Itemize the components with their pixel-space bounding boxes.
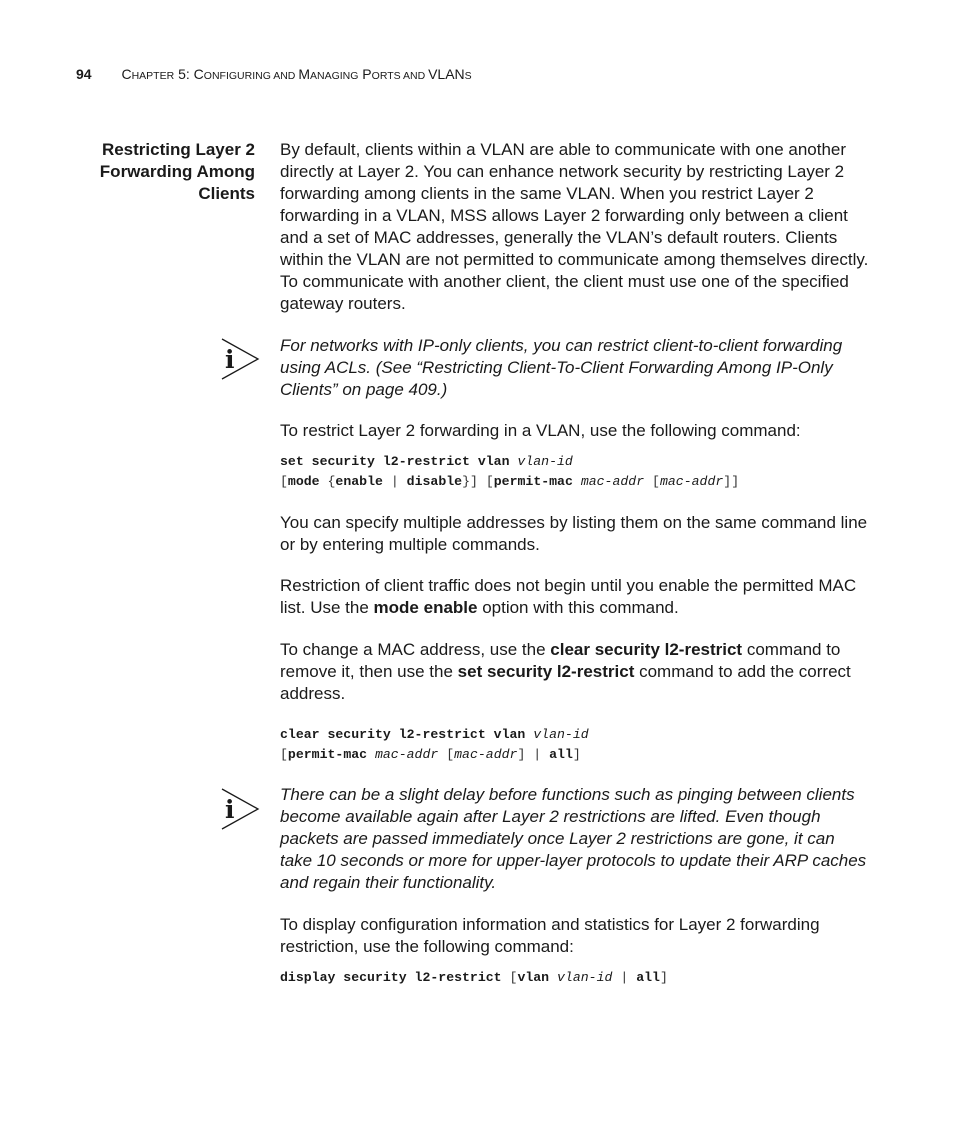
info-icon — [220, 338, 260, 380]
svg-text:i: i — [225, 345, 235, 374]
mode-enable-paragraph: Restriction of client traffic does not begin until you enable the permitted MAC list. Use the mode enable option with this command. — [280, 576, 857, 617]
command-line: [permit-mac mac-addr [mac-addr] | all] — [280, 747, 581, 762]
display-paragraph: To display configuration information and statistics for Layer 2 forwarding restriction, use the following command: — [280, 915, 820, 956]
multiple-addresses-paragraph: You can specify multiple addresses by listing them on the same command line or by entering multiple commands. — [280, 513, 868, 554]
restrict-paragraph: To restrict Layer 2 forwarding in a VLAN, use the following command: — [280, 421, 801, 440]
command-line: set security l2-restrict vlan vlan-id — [280, 454, 573, 469]
set-l2-restrict-command — [280, 452, 870, 492]
section-heading-line: Forwarding Among — [99, 162, 255, 181]
clear-l2-restrict-command — [280, 725, 870, 765]
intro-paragraph: By default, clients within a VLAN are able to communicate with one another directly at Layer 2. You can enhance network security by restricting Layer 2 forwarding among clients in the same VLAN. When you restrict Layer 2 forwarding in a VLAN, MSS allows Layer 2 forwarding only between a client and a set of MAC addresses, generally the VLAN’s default routers. Clients within the VLAN are not permitted to communicate among themselves directly. To communicate with another client, the client must use one of the specified gateway routers. — [280, 140, 869, 313]
svg-text:i: i — [225, 795, 235, 824]
info-icon — [220, 788, 260, 830]
display-l2-restrict-command — [280, 968, 870, 988]
note-arp-delay: There can be a slight delay before functions such as pinging between clients become available again after Layer 2 restrictions are lifted. Even though packets are passed immediately once Layer 2 restrictions are gone, it can take 10 seconds or more for upper-layer protocols to update their ARP caches and regain their functionality. — [280, 785, 867, 892]
section-heading-line: Restricting Layer 2 — [101, 140, 255, 159]
section-heading-line: Clients — [198, 184, 255, 203]
command-line: [mode {enable | disable}] [permit-mac mac-addr [mac-addr]] — [280, 474, 740, 489]
page-header — [76, 66, 472, 82]
chapter-title: CHAPTER 5: CONFIGURING AND MANAGING PORTS AND VLANS — [121, 66, 472, 82]
command-line: clear security l2-restrict vlan vlan-id — [280, 727, 589, 742]
note-ip-only-acl: For networks with IP-only clients, you can restrict client-to-client forwarding using ACLs. (See “Restricting Client-To-Client Forwarding Among IP-Only Clients” on page 409.) — [280, 336, 843, 399]
page-number: 94 — [76, 66, 92, 82]
command-line: display security l2-restrict [vlan vlan-id | all] — [280, 970, 668, 985]
change-mac-paragraph: To change a MAC address, use the clear security l2-restrict command to remove it, then use the set security l2-restrict command to add the correct address. — [280, 640, 851, 703]
section-heading — [60, 139, 255, 205]
